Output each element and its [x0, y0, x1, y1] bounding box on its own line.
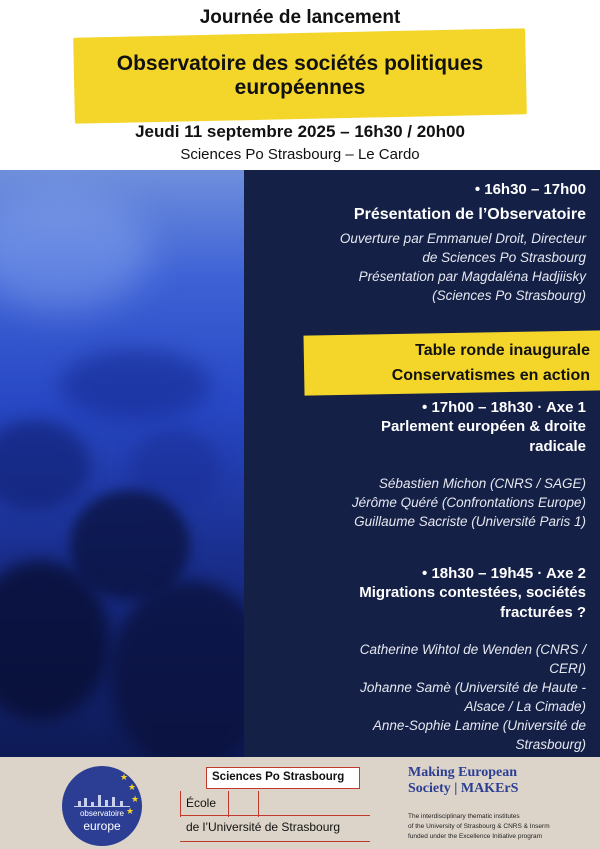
- logo-text-europe: europe: [83, 819, 121, 833]
- makers-title-line-2: Society | MAKErS: [408, 781, 519, 796]
- makers-detail: of the University of Strasbourg & CNRS & Inserm: [408, 823, 550, 830]
- speaker: CERI): [549, 661, 586, 676]
- session-title-line: Migrations contestées, sociétés: [359, 584, 586, 601]
- logo-rule: [258, 791, 259, 817]
- round-table-heading: [392, 338, 590, 388]
- session-detail: (Sciences Po Strasbourg): [432, 288, 586, 303]
- event-title: [70, 52, 530, 100]
- logo-text-observatoire: observatoire: [79, 809, 125, 818]
- logo-text-ecole: École: [186, 796, 217, 810]
- session-title-line: radicale: [529, 438, 586, 455]
- speaker: Strasbourg): [515, 737, 586, 752]
- speaker: Alsace / La Cimade): [464, 699, 586, 714]
- makers-detail: The interdisciplinary thematic institutes: [408, 813, 520, 820]
- star-icon: ★: [120, 772, 129, 782]
- logo-rule: [228, 791, 229, 817]
- speaker: Guillaume Sacriste (Université Paris 1): [354, 514, 586, 529]
- session-2: [352, 398, 586, 531]
- star-icon: ★: [126, 806, 135, 816]
- makers-logo: [408, 765, 598, 845]
- city-skyline-icon: [74, 796, 130, 807]
- event-date: Jeudi 11 septembre 2025 – 16h30 / 20h00: [135, 122, 465, 141]
- logo-rule: [180, 791, 181, 817]
- speaker: Catherine Wihtol de Wenden (CNRS /: [359, 642, 586, 657]
- makers-detail: funded under the Excellence Initiative program: [408, 833, 543, 840]
- observatoire-europe-logo: [62, 766, 142, 846]
- session-detail: Ouverture par Emmanuel Droit, Directeur: [339, 231, 586, 246]
- speaker: Sébastien Michon (CNRS / SAGE): [378, 476, 586, 491]
- header: [0, 0, 600, 170]
- makers-title-line-1: Making European: [408, 765, 518, 780]
- speaker: Anne-Sophie Lamine (Université de: [372, 718, 586, 733]
- session-time: • 16h30 – 17h00: [474, 181, 586, 198]
- title-line-1: Observatoire des sociétés politiques: [116, 52, 484, 75]
- audience-photo: [0, 170, 244, 757]
- logo-rule: [180, 841, 370, 842]
- program-panel: [244, 170, 600, 757]
- sciences-po-strasbourg-logo: [180, 767, 370, 843]
- session-title-line: Parlement européen & droite: [380, 418, 586, 435]
- logo-text-sciences-po: Sciences Po Strasbourg: [212, 771, 345, 783]
- makers-title: [408, 765, 518, 797]
- logo-rule: [180, 815, 370, 816]
- star-icon: ★: [128, 782, 137, 792]
- session-detail: de Sciences Po Strasbourg: [422, 250, 586, 265]
- session-3: [359, 564, 586, 754]
- logo-text-universite: de l’Université de Strasbourg: [186, 820, 341, 834]
- session-detail: Présentation par Magdaléna Hadjiisky: [358, 269, 586, 284]
- session-1: [340, 180, 586, 305]
- session-time: • 17h00 – 18h30 · Axe 1: [422, 399, 586, 416]
- round-table-line-2: Conservatismes en action: [391, 367, 590, 384]
- title-line-2: européennes: [234, 76, 366, 99]
- session-title: Présentation de l’Observatoire: [353, 206, 586, 223]
- speaker: Jérôme Quéré (Confrontations Europe): [351, 495, 586, 510]
- event-kicker: Journée de lancement: [199, 7, 401, 28]
- session-time: • 18h30 – 19h45 · Axe 2: [422, 565, 586, 582]
- speaker: Johanne Samè (Université de Haute -: [360, 680, 586, 695]
- footer-logos: [0, 757, 600, 849]
- session-title-line: fracturées ?: [500, 604, 586, 621]
- round-table-line-1: Table ronde inaugurale: [415, 342, 590, 359]
- event-venue: Sciences Po Strasbourg – Le Cardo: [180, 146, 420, 163]
- star-icon: ★: [131, 794, 140, 804]
